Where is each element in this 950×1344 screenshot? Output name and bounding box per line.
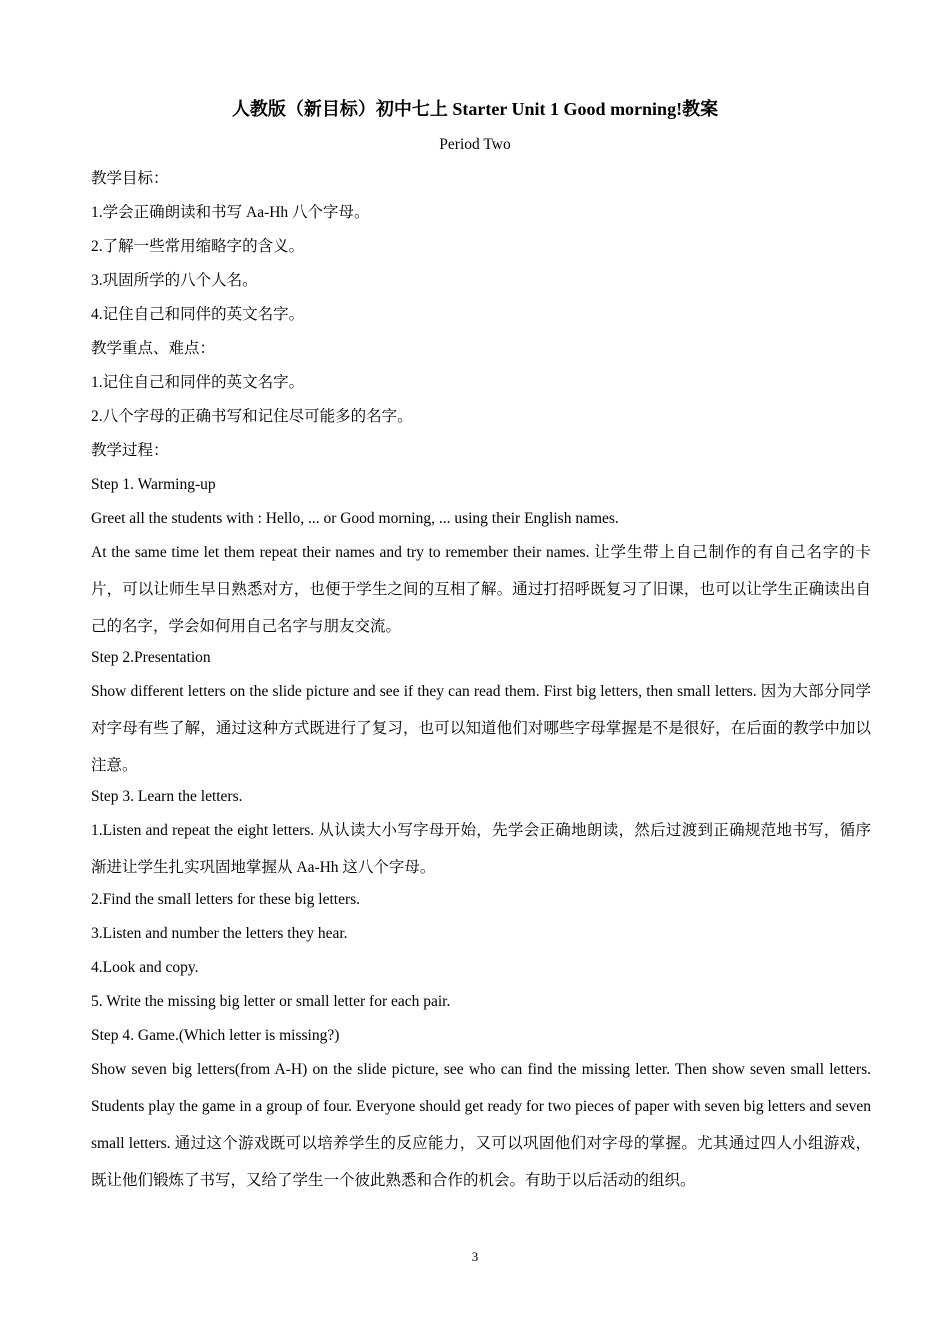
step-title: Step 2.Presentation (91, 649, 211, 666)
paragraph: Show seven big letters(from A-H) on the slide picture, see who can find the missing letter. Then show seven small letters. Students play the game in a group of four. Everyone should get ready for two pieces of paper with seven big letters and seven small letters. 通过这个游戏既可以培养学生的反应能力，又可以巩固他们对字母的掌握。尤其通过四人小组游戏，既让他们锻炼了书写，又给了学生一个彼此熟悉和合作的机会。有助于以后活动的组织。 (91, 1061, 871, 1189)
paragraph: 1.Listen and repeat the eight letters. 从认读大小写字母开始，先学会正确地朗读，然后过渡到正确规范地书写，循序渐进让学生扎实巩固地掌握从 Aa-Hh 这八个字母。 (91, 822, 871, 876)
page-number: 3 (471, 1249, 479, 1264)
paragraph: At the same time let them repeat their names and try to remember their names. 让学生带上自己制作的有自己名字的卡片，可以让师生早日熟悉对方，也便于学生之间的互相了解。通过打招呼既复习了旧课，也可以让学生正确读出自己的名字，学会如何用自己名字与朋友交流。 (91, 544, 871, 635)
section-heading: 教学目标： (91, 170, 169, 187)
list-item: 1.学会正确朗读和书写 Aa-Hh 八个字母。 (91, 204, 370, 221)
document-body (91, 168, 871, 1199)
list-item: 2.了解一些常用缩略字的含义。 (91, 238, 305, 255)
step-title: Step 4. Game.(Which letter is missing?) (91, 1027, 340, 1044)
list-item: 2.Find the small letters for these big letters. (91, 891, 361, 908)
list-item: 2.八个字母的正确书写和记住尽可能多的名字。 (91, 408, 413, 425)
list-item: 1.记住自己和同伴的英文名字。 (91, 374, 305, 391)
list-item: 3.巩固所学的八个人名。 (91, 272, 258, 289)
step-title: Step 1. Warming-up (91, 476, 216, 493)
step-title: Step 3. Learn the letters. (91, 788, 243, 805)
list-item: 3.Listen and number the letters they hear. (91, 925, 348, 942)
section-heading: 教学过程： (91, 442, 169, 459)
list-item: 4.记住自己和同伴的英文名字。 (91, 306, 305, 323)
section-heading: 教学重点、难点： (91, 340, 216, 357)
list-item: 5. Write the missing big letter or small letter for each pair. (91, 993, 451, 1010)
paragraph-line: Greet all the students with : Hello, ... or Good morning, ... using their English names. (91, 510, 619, 527)
document-title: 人教版（新目标）初中七上 Starter Unit 1 Good morning!教案 (231, 99, 719, 119)
list-item: 4.Look and copy. (91, 959, 199, 976)
document-subtitle: Period Two (439, 136, 511, 153)
paragraph: Show different letters on the slide picture and see if they can read them. First big letters, then small letters. 因为大部分同学对字母有些了解，通过这种方式既进行了复习，也可以知道他们对哪些字母掌握是不是很好，在后面的教学中加以注意。 (91, 683, 871, 774)
